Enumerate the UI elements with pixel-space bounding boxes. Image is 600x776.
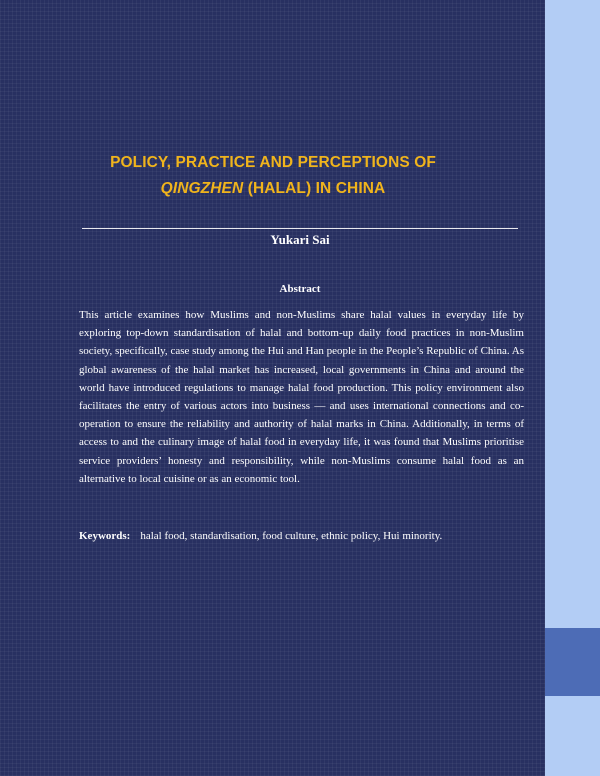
side-accent-block	[545, 628, 600, 696]
title-part-1: POLICY, PRACTICE AND PERCEPTIONS OF	[110, 154, 436, 171]
abstract-body: This article examines how Muslims and non-Muslims share halal values in everyday life by exploring top-down standardisation of halal and bottom-up daily food practices in non-Muslim society, specifically, case study among the Hui and Han people in the People’s Republic of China. As global awareness of the halal market has increased, local governments in China and around the world have introduced regulations to manage halal food production. This policy environment also facilitates the entry of various actors into business — and uses international connections and co-operation to ensure the reliability and authority of halal marks in China. Additionally, in terms of access to and the culinary image of halal food in everyday life, it was found that Muslims prioritise service providers’ honesty and responsibility, while non-Muslims consume halal food as an alternative to local cuisine or as an economic tool.	[79, 309, 524, 485]
title-divider	[82, 228, 518, 229]
author-name: Yukari Sai	[270, 232, 330, 247]
abstract-heading: Abstract	[279, 283, 321, 295]
keywords-list: halal food, standardisation, food culture, ethnic policy, Hui minority.	[140, 530, 443, 542]
document-title	[78, 150, 468, 202]
keywords-label: Keywords:	[79, 530, 131, 542]
title-italic-term: QINGZHEN	[160, 180, 244, 197]
keywords-line	[79, 530, 524, 542]
title-part-2: (HALAL) IN CHINA	[243, 180, 386, 197]
